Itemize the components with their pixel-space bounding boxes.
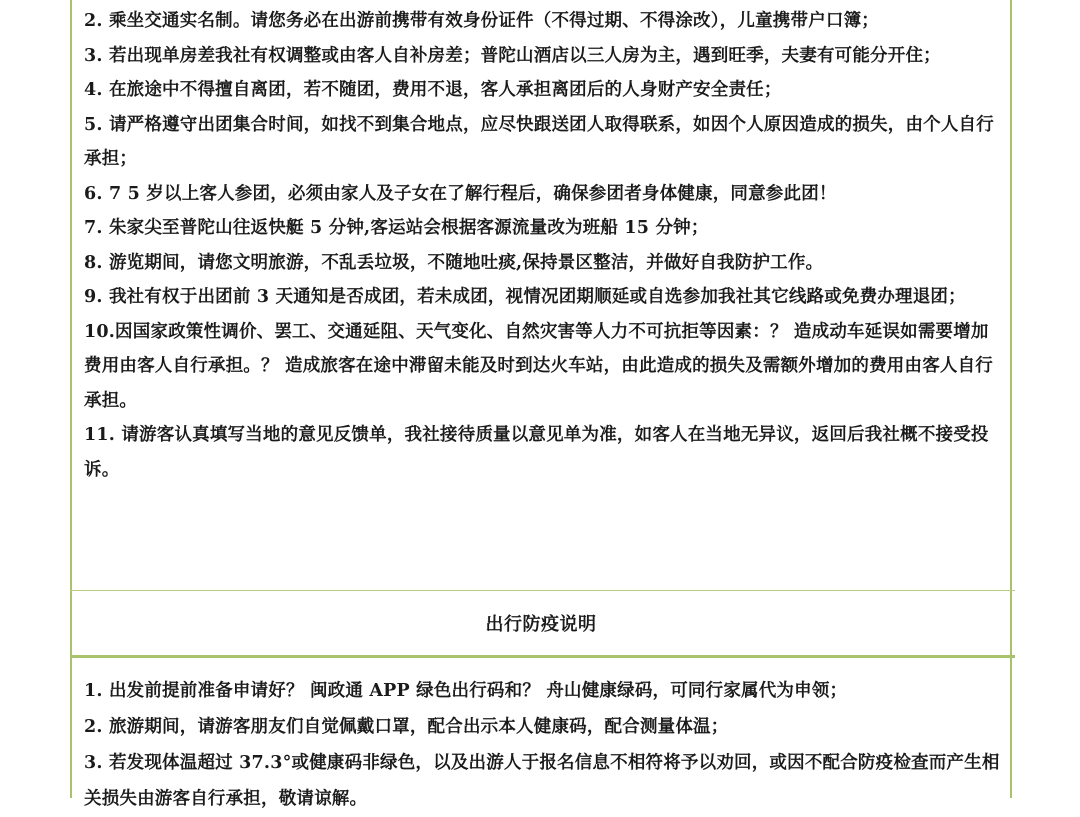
note-item-11: 11. 请游客认真填写当地的意见反馈单，我社接待质量以意见单为准，如客人在当地无异议，返回后我社概不接受投诉。 — [84, 425, 989, 480]
note-item-6: 6. 7 5 岁以上客人参团，必须由家人及子女在了解行程后，确保参团者身体健康，同意参此团！ — [84, 183, 837, 204]
note-item-5: 5. 请严格遵守出团集合时间，如找不到集合地点，应尽快跟送团人取得联系，如因个人原因造成的损失，由个人自行承担； — [84, 114, 994, 169]
epidemic-item-1: 1. 出发前提前准备申请好？ 闽政通 APP 绿色出行码和？ 舟山健康绿码，可同行家属代为申领； — [84, 681, 848, 701]
epidemic-item-2: 2. 旅游期间，请游客朋友们自觉佩戴口罩，配合出示本人健康码，配合测量体温； — [84, 717, 729, 737]
note-item-10: 10.因国家政策性调价、罢工、交通延阻、天气变化、自然灾害等人力不可抗拒等因素：？ 造成动车延误如需要增加费用由客人自行承担。？ 造成旅客在途中滞留未能及时到达火车站，由此造成的损失及需额外增加的费用由客人自行承担。 — [84, 321, 993, 411]
epidemic-item-3: 3. 若发现体温超过 37.3°或健康码非绿色，以及出游人于报名信息不相符将予以劝回，或因不配合防疫检查而产生相关损失由游客自行承担，敬请谅解。 — [84, 753, 1000, 809]
note-item-2: 2. 乘坐交通实名制。请您务必在出游前携带有效身份证件（不得过期、不得涂改），儿童携带户口簿； — [84, 11, 880, 31]
epidemic-notes-list — [84, 673, 1008, 817]
note-item-3: 3. 若出现单房差我社有权调整或由客人自补房差；普陀山酒店以三人房为主，遇到旺季，夫妻有可能分开住； — [84, 45, 941, 66]
epidemic-section-title: 出行防疫说明 — [485, 614, 597, 635]
note-item-9: 9. 我社有权于出团前 3 天通知是否成团，若未成团，视情况团期顺延或自选参加我社其它线路或免费办理退团； — [84, 287, 966, 307]
travel-notes-list — [84, 4, 1004, 487]
section-divider-bottom — [70, 655, 1015, 658]
note-item-7: 7. 朱家尖至普陀山往返快艇 5 分钟,客运站会根据客源流量改为班船 15 分钟； — [84, 218, 709, 238]
section-divider-top — [70, 590, 1015, 591]
note-item-8: 8. 游览期间，请您文明旅游，不乱丢垃圾，不随地吐痰,保持景区整洁，并做好自我防护工作。 — [84, 252, 824, 273]
note-item-4: 4. 在旅途中不得擅自离团，若不随团，费用不退，客人承担离团后的人身财产安全责任； — [84, 80, 782, 100]
